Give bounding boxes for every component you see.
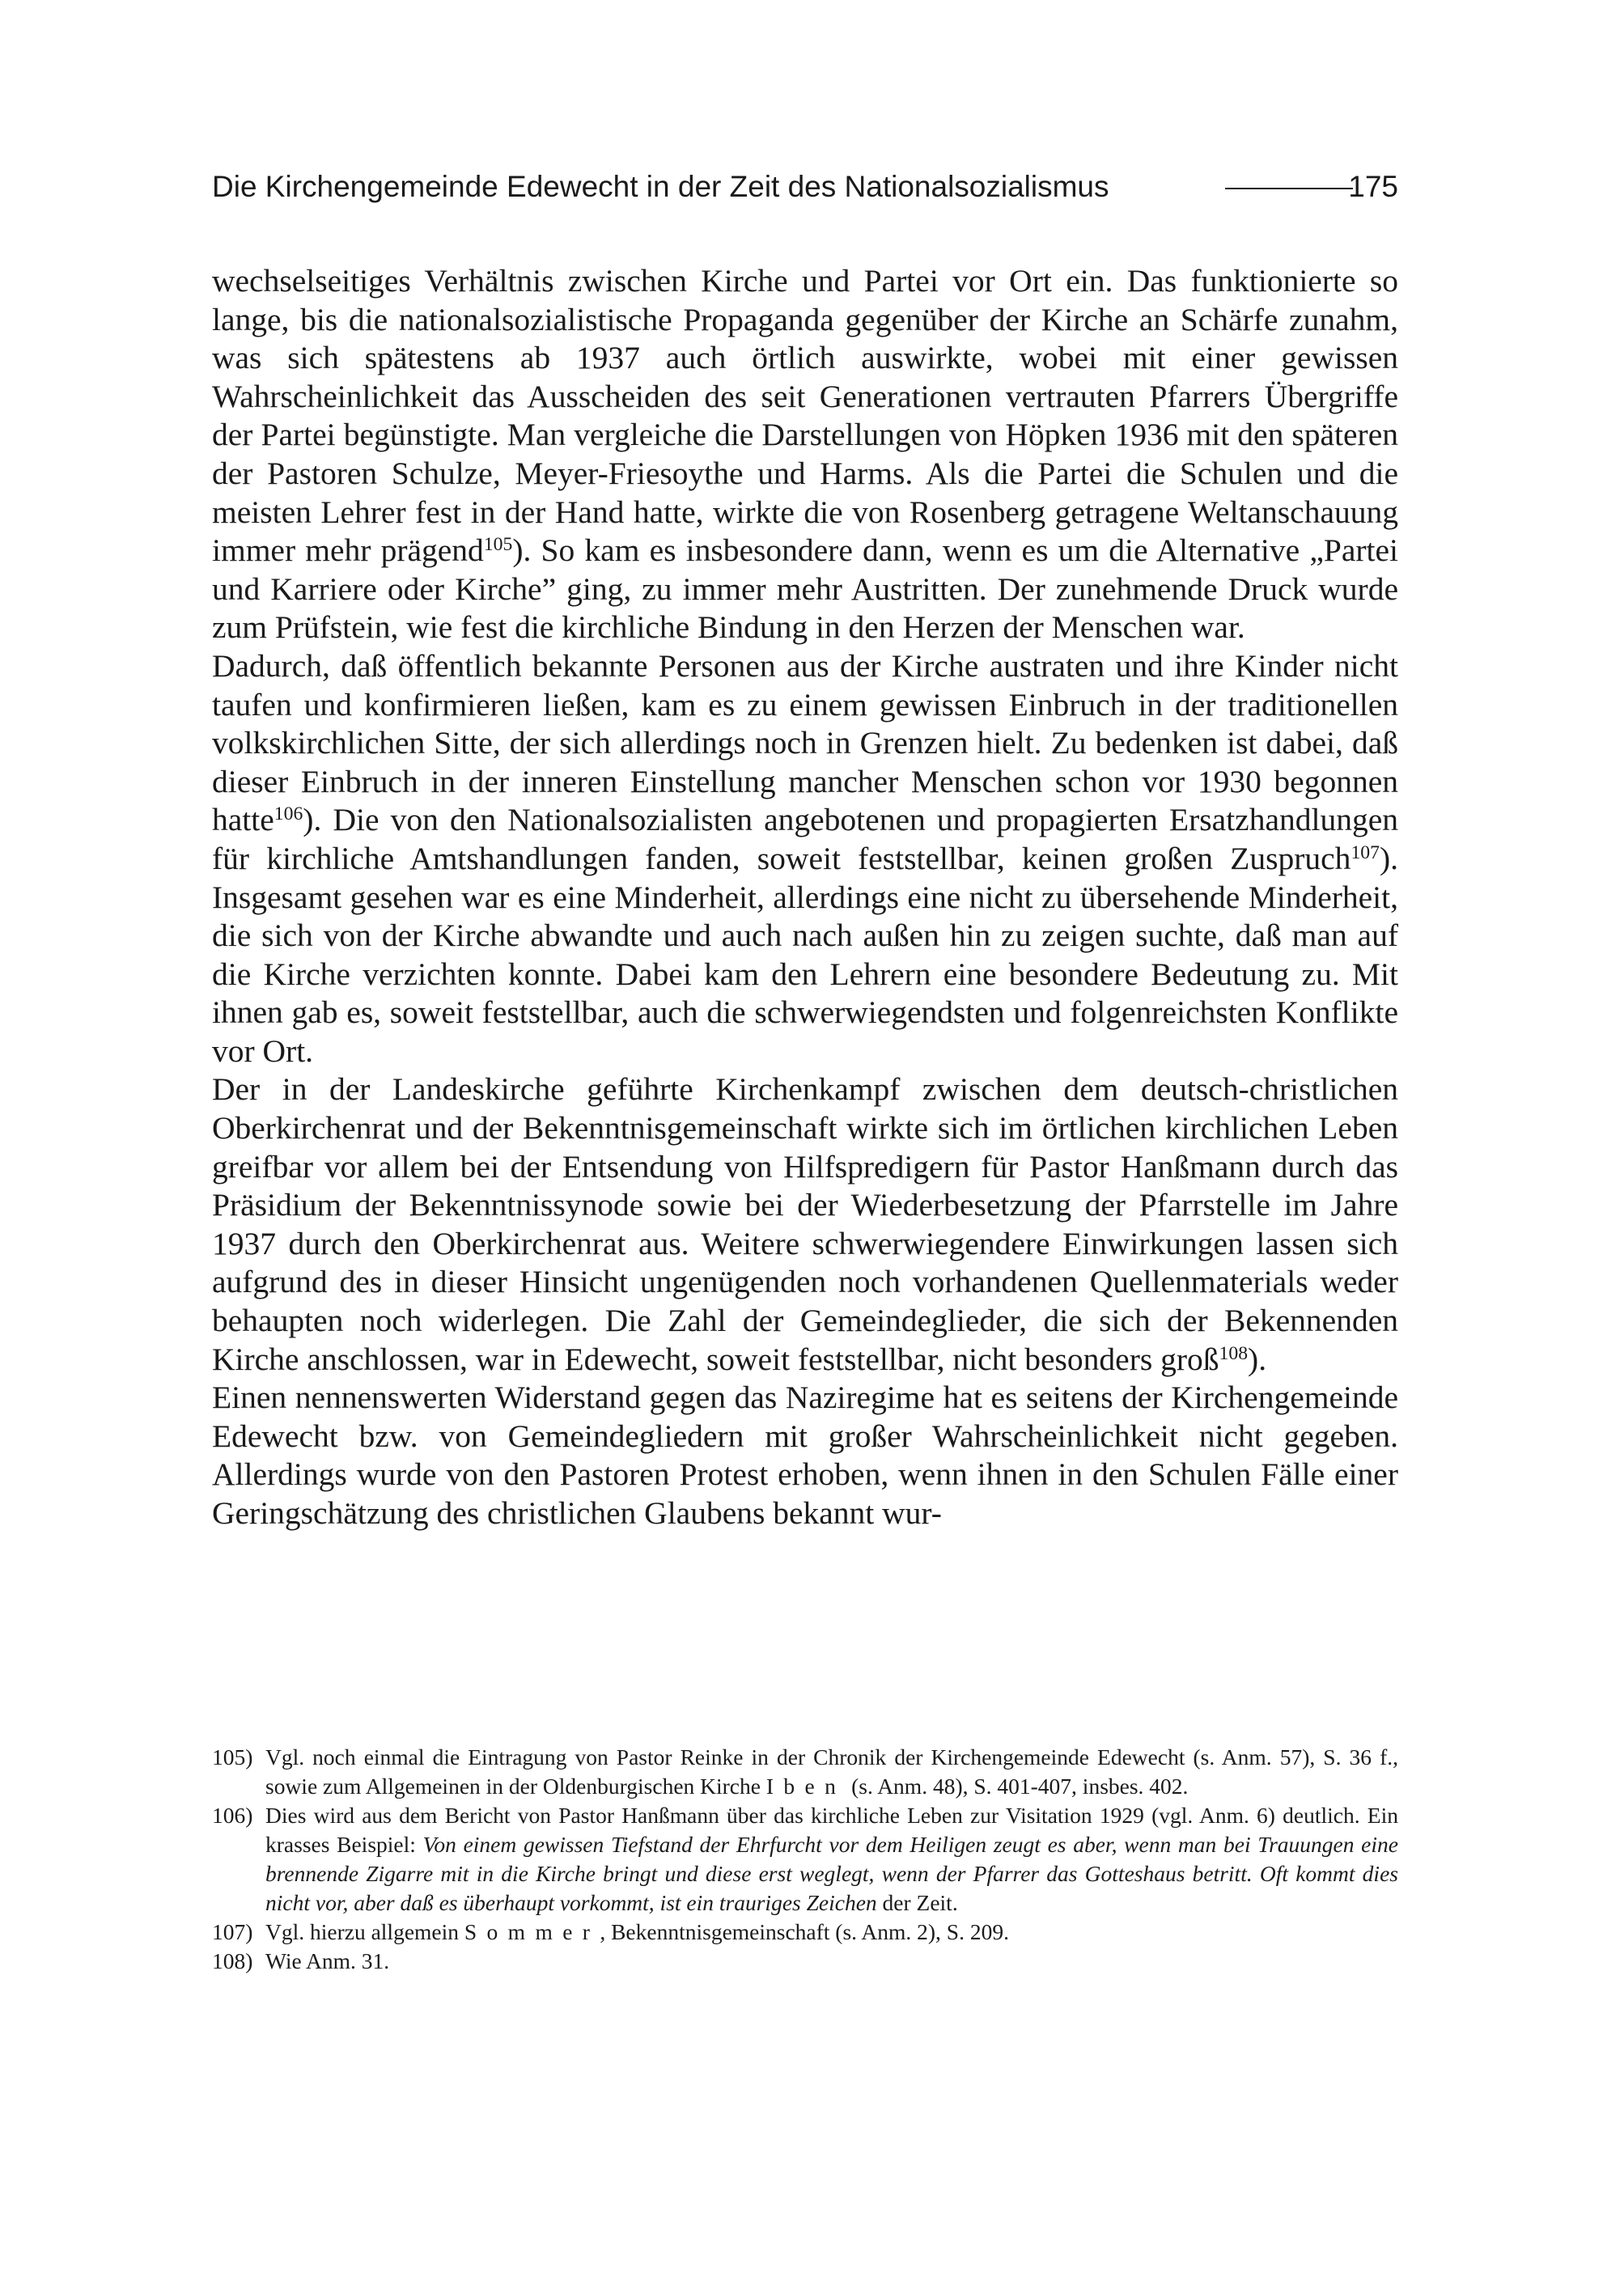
footnote-ref-106: 106: [273, 803, 303, 825]
paragraph-4-text-a: Einen nennenswerten Widerstand gegen das Naziregime hat es seitens der Kirchengemeinde Edewecht bzw. von Gemeindegliedern mit großer Wahrscheinlichkeit nicht gegeben. Allerdings wurde von den Pastoren Protest erhoben, wenn ihnen in den Schulen Fälle einer Geringschätzung des christlichen Glaubens bekannt wur-: [212, 1380, 1398, 1531]
header-rule: [1225, 188, 1353, 189]
paragraph-1-text-a: wechselseitiges Verhältnis zwischen Kirche und Partei vor Ort ein. Das funktionierte so lange, bis die nationalsozialistische Propaganda gegenüber der Kirche an Schärfe zunahm, was sich spätestens ab 1937 auch örtlich auswirkte, wobei mit einer gewissen Wahrscheinlichkeit das Ausscheiden des seit Generationen vertrauten Pfarrers Übergriffe der Partei begünstigte. Man vergleiche die Darstellungen von Höpken 1936 mit den späteren der Pastoren Schulze, Meyer-Friesoythe und Harms. Als die Partei die Schulen und die meisten Lehrer fest in der Hand hatte, wirkte die von Rosenberg getragene Weltanschauung immer mehr prägend: [212, 263, 1398, 569]
footnote-text-a: Vgl. noch einmal die Eintragung von Pastor Reinke in der Chronik der Kirchengemeinde Edewecht (s. Anm. 57), S. 36 f., sowie zum Allgemeinen in der Oldenburgischen Kirche: [265, 1744, 1398, 1799]
paragraph-2-text-b: ). Die von den Nationalsozialisten angebotenen und propagierten Ersatzhandlungen für kirchliche Amtshandlungen fanden, soweit feststellbar, keinen großen Zuspruch: [212, 802, 1398, 876]
footnote-text: [265, 1803, 1398, 1915]
footnote-text-a: Wie Anm. 31.: [265, 1948, 390, 1973]
paragraph-2-text-a: Dadurch, daß öffentlich bekannte Personen aus der Kirche austraten und ihre Kinder nicht taufen und konfirmieren ließen, kam es zu einem gewissen Einbruch in der traditionellen volkskirchlichen Sitte, der sich allerdings noch in Grenzen hielt. Zu bedenken ist dabei, daß dieser Einbruch in der inneren Einstellung mancher Menschen schon vor 1930 begonnen hatte: [212, 647, 1398, 838]
footnote-108: [212, 1947, 1398, 1976]
paragraph-3-text-b: ).: [1248, 1341, 1267, 1377]
footnote-number: 106): [212, 1803, 253, 1828]
footnote-106: [212, 1801, 1398, 1918]
quotation-italic: Von einem gewissen Tiefstand der Ehrfurcht vor dem Heiligen zeugt es aber, wenn man bei Trauungen eine brennende Zigarre mit in die Kirche bringt und diese erst weglegt, wenn der Pfarrer das Gotteshaus betritt. Oft kommt dies nicht vor, aber daß es überhaupt vorkommt, ist ein trauriges Zeichen: [265, 1832, 1398, 1915]
paragraph-4: [212, 1379, 1398, 1532]
footnote-text: [265, 1744, 1398, 1799]
footnote-text-b: (s. Anm. 48), S. 401-407, insbes. 402.: [846, 1774, 1189, 1799]
page-number: 175: [1348, 170, 1398, 203]
paragraph-3-text-a: Der in der Landeskirche geführte Kirchenkampf zwischen dem deutsch-christlichen Oberkirchenrat und der Bekenntnisgemeinschaft wirkte sich im örtlichen kirchlichen Leben greifbar vor allem bei der Entsendung von Hilfspredigern für Pastor Hanßmann durch das Präsidium der Bekenntnissynode sowie bei der Wiederbesetzung der Pfarrstelle im Jahre 1937 durch den Oberkirchenrat aus. Weitere schwerwiegendere Einwirkungen lassen sich aufgrund des in dieser Hinsicht ungenügenden noch vorhandenen Quellenmaterials weder behaupten noch widerlegen. Die Zahl der Gemeindeglieder, die sich der Bekennenden Kirche anschlossen, war in Edewecht, soweit feststellbar, nicht besonders groß: [212, 1071, 1398, 1377]
footnote-ref-107: 107: [1351, 841, 1380, 863]
footnote-ref-105: 105: [483, 534, 513, 556]
footnote-text: [265, 1948, 389, 1973]
page: [212, 159, 1398, 1533]
footnote-number: 107): [212, 1919, 253, 1944]
author-name-spaced: Iben: [765, 1774, 846, 1799]
footnote-text-b: der Zeit.: [876, 1890, 958, 1915]
footnote-text: [265, 1919, 1009, 1944]
footnote-text-b: , Bekenntnisgemeinschaft (s. Anm. 2), S. 209.: [600, 1919, 1009, 1944]
running-head: [212, 159, 1398, 215]
author-name-spaced: Sommer: [464, 1919, 600, 1944]
footnotes: [212, 1743, 1398, 1976]
paragraph-2-text-c: ). Insgesamt gesehen war es eine Minderheit, allerdings eine nicht zu übersehende Minderheit, die sich von der Kirche abwandte und auch nach außen hin zu zeigen suchte, daß man auf die Kirche verzichten konnte. Dabei kam den Lehrern eine besondere Bedeutung zu. Mit ihnen gab es, soweit feststellbar, auch die schwerwiegendsten und folgenreichsten Konflikte vor Ort.: [212, 840, 1398, 1069]
footnote-105: [212, 1743, 1398, 1801]
footnote-107: [212, 1918, 1398, 1947]
footnote-ref-108: 108: [1219, 1342, 1249, 1364]
footnote-number: 105): [212, 1744, 253, 1770]
footnote-text-a: Dies wird aus dem Bericht von Pastor Hanßmann über das kirchliche Leben zur Visitation 1929 (vgl. Anm. 6) deutlich. Ein krasses Beispiel:: [265, 1803, 1398, 1857]
footnote-number: 108): [212, 1948, 253, 1973]
paragraph-2: [212, 647, 1398, 1071]
paragraph-1-text-b: ). So kam es insbesondere dann, wenn es um die Alternative „Partei und Karriere oder Kirche” ging, zu immer mehr Austritten. Der zunehmende Druck wurde zum Prüfstein, wie fest die kirchliche Bindung in den Herzen der Menschen war.: [212, 532, 1398, 646]
paragraph-1: [212, 262, 1398, 647]
main-text: [212, 262, 1398, 1533]
paragraph-3: [212, 1070, 1398, 1379]
running-title: Die Kirchengemeinde Edewecht in der Zeit des Nationalsozialismus: [212, 170, 1109, 203]
footnote-text-a: Vgl. hierzu allgemein: [265, 1919, 464, 1944]
